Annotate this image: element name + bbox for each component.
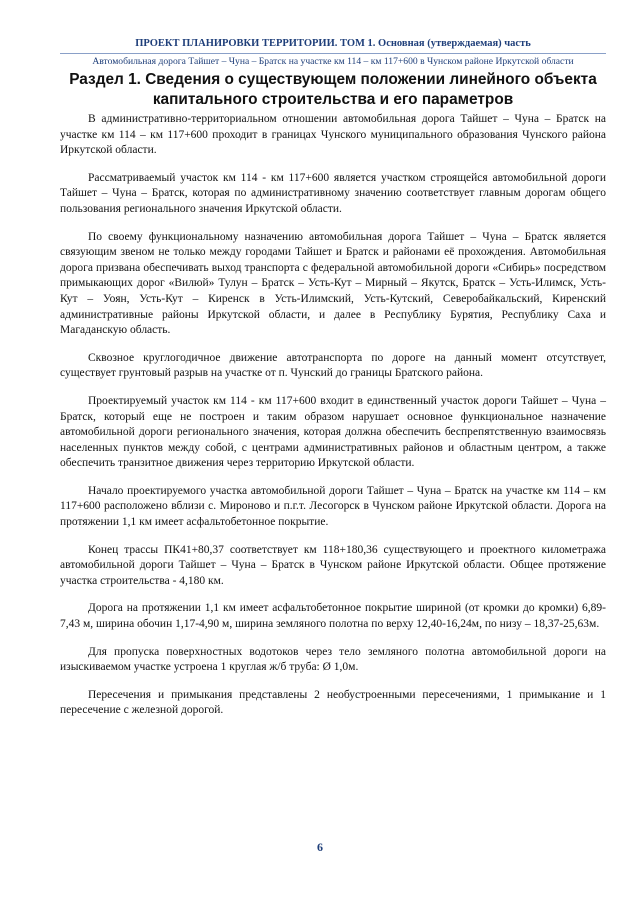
paragraph-5: Проектируемый участок км 114 - км 117+600 входит в единственный участок дороги Тайшет – Чуна – Братск, который еще не построен и таким образом нарушает основное функциональное назначение автомобильной дороги регионального значения, которая должна обеспечить беспрепятственную взаимосвязь населенных пунктов между собой, с центрами административных районов и областным центром, а также обеспечить транзитное движения через территорию Иркутской области.: [60, 394, 606, 470]
paragraph-10: Пересечения и примыкания представлены 2 необустроенными пересечениями, 1 примыкание и 1 пересечение с железной дорогой.: [60, 688, 606, 717]
paragraph-6: Начало проектируемого участка автомобильной дороги Тайшет – Чуна – Братск на участке км 114 – км 117+600 расположено вблизи с. Мироново и п.г.т. Лесогорск в Чунском районе Иркутской области. Дорога на протяжении 1,1 км имеет асфальтобетонное покрытие.: [60, 484, 606, 529]
paragraph-4: Сквозное круглогодичное движение автотранспорта по дороге на данный момент отсутствует, существует грунтовый разрыв на участке от п. Чунский до границы Братского района.: [60, 351, 606, 380]
running-header-title: ПРОЕКТ ПЛАНИРОВКИ ТЕРРИТОРИИ. ТОМ 1. Основная (утверждаемая) часть: [135, 38, 531, 49]
paragraph-1: В административно-территориальном отношении автомобильная дорога Тайшет – Чуна – Братск на участке км 114 – км 117+600 проходит в границах Чунского муниципального образования Чунского района Иркутской области.: [60, 113, 606, 157]
paragraph-9: Для пропуска поверхностных водотоков через тело земляного полотна автомобильной дороги на изыскиваемом участке устроена 1 круглая ж/б труба: Ø 1,0м.: [60, 645, 606, 674]
paragraph-3: По своему функциональному назначению автомобильная дорога Тайшет – Чуна – Братск является связующим звеном не только между городами Тайшет и Братск и районами её прохождения. Автомобильная дорога призвана обеспечивать выход транспорта с федеральной автомобильной дороги «Сибирь» посредством примыкающих дорог «Вилюй» Тулун – Братск – Усть-Кут – Мирный – Якутск, Братск – Усть-Илимск, Усть-Кут – Уоян, Усть-Кут – Киренск в Усть-Илимский, Усть-Кутский, Северобайкальский, Киренский административные районы Иркутской области, и далее в Республику Бурятия, Республику Саха и Магаданскую область.: [60, 230, 606, 337]
paragraph-8: Дорога на протяжении 1,1 км имеет асфальтобетонное покрытие шириной (от кромки до кромки) 6,89-7,43 м, ширина обочин 1,17-4,90 м, ширина земляного полотна по верху 12,40-16,24м, по низу – 18,37-25,63м.: [60, 602, 606, 631]
section-title: Раздел 1. Сведения о существующем положении линейного объекта капитального строительства и его параметров: [69, 71, 597, 108]
body-text: [60, 112, 606, 731]
paragraph-7: Конец трассы ПК41+80,37 соответствует км 118+180,36 существующего и проектного километража автомобильной дороги Тайшет – Чуна – Братск в Чунском районе Иркутской области. Общее протяжение участка строительства - 4,180 км.: [60, 543, 606, 587]
paragraph-2: Рассматриваемый участок км 114 - км 117+600 является участком строящейся автомобильной дороги Тайшет – Чуна – Братск, которая по административному значению соответствует главным дорогам общего пользования регионального значения Иркутской области.: [60, 171, 606, 215]
running-header-subtitle: Автомобильная дорога Тайшет – Чуна – Братск на участке км 114 – км 117+600 в Чунском районе Иркутской области: [60, 53, 606, 67]
page-number: 6: [317, 840, 323, 854]
